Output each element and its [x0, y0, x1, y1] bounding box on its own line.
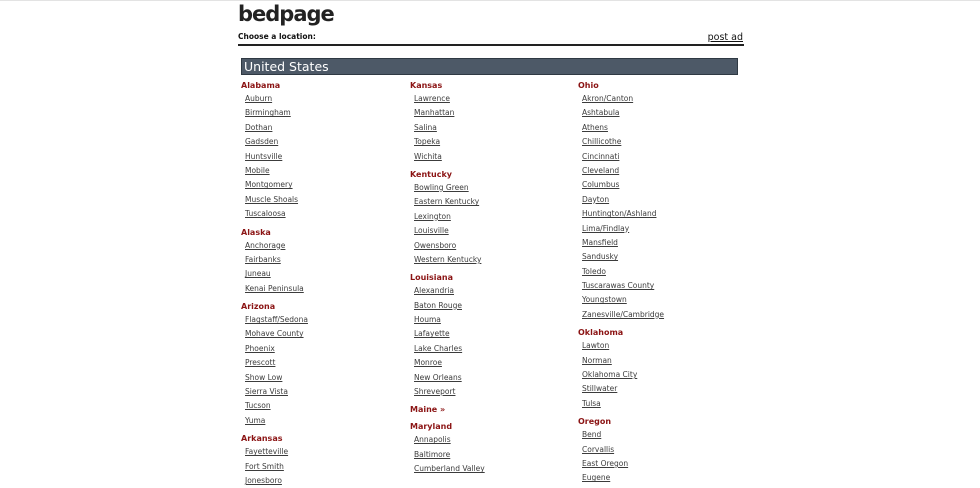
city-link-lafayette[interactable]: Lafayette	[414, 329, 450, 339]
city-link-muscle-shoals[interactable]: Muscle Shoals	[245, 194, 299, 204]
city-link-toledo[interactable]: Toledo	[582, 266, 606, 276]
city-link-baton-rouge[interactable]: Baton Rouge	[414, 300, 462, 310]
city-link-mohave-county[interactable]: Mohave County	[245, 329, 304, 339]
state-heading-arkansas: Arkansas	[241, 434, 283, 444]
city-link-bend[interactable]: Bend	[582, 430, 602, 440]
city-link-houma[interactable]: Houma	[414, 315, 441, 325]
city-link-yuma[interactable]: Yuma	[245, 415, 266, 425]
city-link-sandusky[interactable]: Sandusky	[582, 252, 619, 262]
city-link-lima-findlay[interactable]: Lima/Findlay	[582, 223, 630, 233]
city-link-oklahoma-city[interactable]: Oklahoma City	[582, 370, 638, 380]
city-link-mobile[interactable]: Mobile	[245, 165, 270, 175]
city-link-fort-smith[interactable]: Fort Smith	[245, 461, 284, 471]
city-link-ashtabula[interactable]: Ashtabula	[582, 108, 620, 118]
city-link-birmingham[interactable]: Birmingham	[245, 108, 291, 118]
city-link-prescott[interactable]: Prescott	[245, 358, 276, 368]
city-link-zanesville-cambridge[interactable]: Zanesville/Cambridge	[582, 309, 665, 319]
state-heading-maryland: Maryland	[410, 422, 453, 432]
choose-location-label: Choose a location:	[238, 32, 316, 41]
city-link-fayetteville[interactable]: Fayetteville	[245, 447, 289, 457]
city-link-lawrence[interactable]: Lawrence	[414, 94, 450, 103]
city-link-anchorage[interactable]: Anchorage	[245, 240, 286, 250]
city-link-montgomery[interactable]: Montgomery	[245, 180, 293, 190]
city-link-cincinnati[interactable]: Cincinnati	[582, 151, 620, 161]
city-link-shreveport[interactable]: Shreveport	[414, 387, 456, 397]
city-link-cleveland[interactable]: Cleveland	[582, 165, 620, 175]
post-ad-link[interactable]: post ad	[707, 32, 743, 43]
state-heading-oregon: Oregon	[578, 417, 612, 427]
location-column-1	[241, 80, 401, 488]
city-link-lake-charles[interactable]: Lake Charles	[414, 343, 463, 353]
city-link-gadsden[interactable]: Gadsden	[245, 137, 279, 147]
city-link-wichita[interactable]: Wichita	[414, 151, 442, 161]
city-link-bowling-green[interactable]: Bowling Green	[414, 182, 469, 192]
city-link-cumberland-valley[interactable]: Cumberland Valley	[414, 464, 485, 474]
city-link-salina[interactable]: Salina	[414, 122, 437, 132]
state-heading-maine[interactable]: Maine »	[410, 405, 446, 415]
city-link-jonesboro[interactable]: Jonesboro	[245, 475, 282, 485]
bedpage-logo[interactable]: bedpage	[238, 2, 334, 26]
city-link-lexington[interactable]: Lexington	[414, 211, 451, 221]
city-link-western-kentucky[interactable]: Western Kentucky	[414, 254, 482, 264]
city-link-topeka[interactable]: Topeka	[414, 137, 441, 147]
city-link-show-low[interactable]: Show Low	[245, 372, 283, 382]
city-link-new-orleans[interactable]: New Orleans	[414, 372, 462, 382]
city-link-auburn[interactable]: Auburn	[245, 94, 273, 103]
city-link-lawton[interactable]: Lawton	[582, 341, 610, 351]
state-heading-alaska: Alaska	[241, 227, 271, 237]
city-link-athens[interactable]: Athens	[582, 122, 608, 132]
city-link-tuscaloosa[interactable]: Tuscaloosa	[245, 209, 286, 219]
city-link-mansfield[interactable]: Mansfield	[582, 237, 618, 247]
state-heading-kentucky: Kentucky	[410, 169, 452, 179]
city-link-owensboro[interactable]: Owensboro	[414, 240, 457, 250]
state-heading-ohio: Ohio	[578, 81, 599, 90]
location-column-3	[578, 80, 738, 486]
city-link-chillicothe[interactable]: Chillicothe	[582, 137, 622, 147]
city-link-tuscarawas-county[interactable]: Tuscarawas County	[582, 281, 655, 291]
location-column-2	[410, 80, 570, 477]
city-link-corvallis[interactable]: Corvallis	[582, 444, 615, 454]
city-link-louisville[interactable]: Louisville	[414, 226, 449, 236]
city-link-phoenix[interactable]: Phoenix	[245, 343, 275, 353]
city-link-tulsa[interactable]: Tulsa	[582, 398, 601, 408]
city-link-tucson[interactable]: Tucson	[245, 401, 271, 411]
city-link-annapolis[interactable]: Annapolis	[414, 435, 451, 445]
city-link-east-oregon[interactable]: East Oregon	[582, 458, 629, 468]
city-link-stillwater[interactable]: Stillwater	[582, 384, 618, 394]
city-link-eastern-kentucky[interactable]: Eastern Kentucky	[414, 197, 480, 207]
city-link-akron-canton[interactable]: Akron/Canton	[582, 94, 634, 103]
city-link-kenai-peninsula[interactable]: Kenai Peninsula	[245, 283, 304, 293]
city-link-baltimore[interactable]: Baltimore	[414, 449, 451, 459]
state-heading-alabama: Alabama	[241, 81, 281, 90]
state-heading-louisiana: Louisiana	[410, 273, 454, 283]
city-link-manhattan[interactable]: Manhattan	[414, 108, 455, 118]
city-link-huntsville[interactable]: Huntsville	[245, 151, 283, 161]
top-border	[0, 0, 980, 1]
city-link-columbus[interactable]: Columbus	[582, 180, 620, 190]
state-heading-kansas: Kansas	[410, 81, 443, 90]
city-link-dothan[interactable]: Dothan	[245, 122, 273, 132]
city-link-youngstown[interactable]: Youngstown	[582, 295, 627, 305]
city-link-flagstaff-sedona[interactable]: Flagstaff/Sedona	[245, 315, 308, 325]
city-link-huntington-ashland[interactable]: Huntington/Ashland	[582, 209, 657, 219]
header-divider	[238, 44, 744, 46]
city-link-sierra-vista[interactable]: Sierra Vista	[245, 387, 288, 397]
state-heading-oklahoma: Oklahoma	[578, 328, 624, 338]
country-header: United States	[241, 58, 738, 75]
city-link-dayton[interactable]: Dayton	[582, 194, 610, 204]
city-link-alexandria[interactable]: Alexandria	[414, 286, 455, 296]
city-link-fairbanks[interactable]: Fairbanks	[245, 254, 281, 264]
city-link-juneau[interactable]: Juneau	[245, 269, 271, 279]
city-link-eugene[interactable]: Eugene	[582, 473, 611, 483]
city-link-norman[interactable]: Norman	[582, 355, 612, 365]
city-link-monroe[interactable]: Monroe	[414, 358, 442, 368]
state-heading-arizona: Arizona	[241, 302, 276, 312]
